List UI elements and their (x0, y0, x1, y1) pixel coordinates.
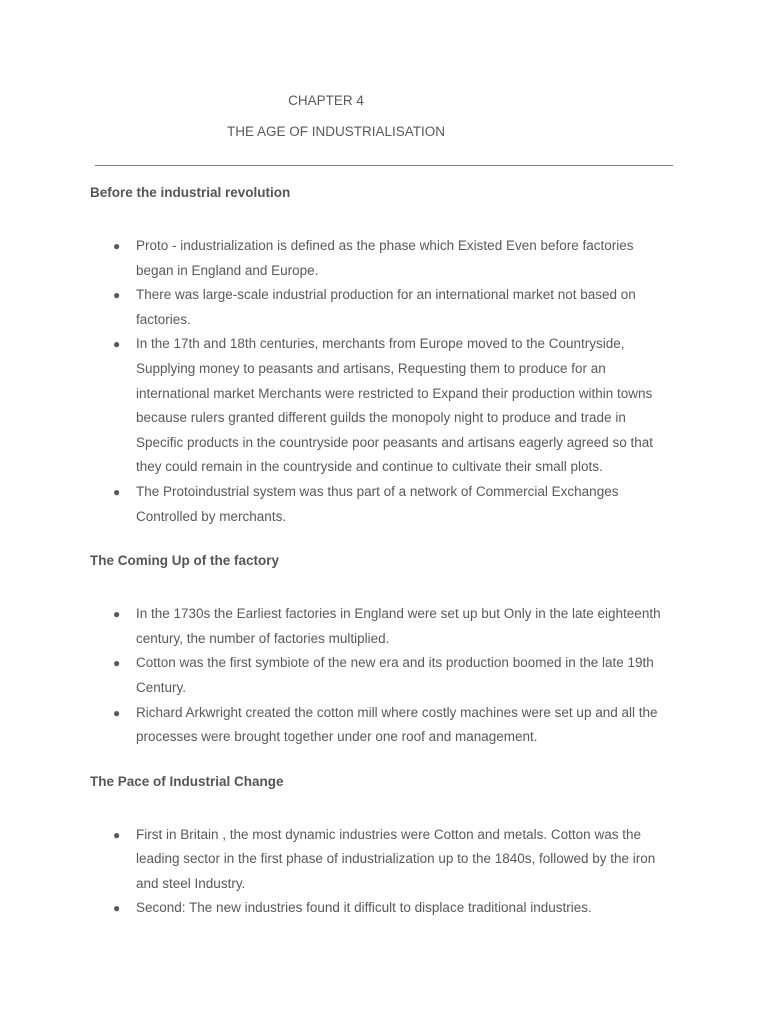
document-body (90, 184, 680, 944)
horizontal-rule (95, 165, 673, 166)
bullet-list (90, 234, 680, 529)
section-heading: The Coming Up of the factory (90, 553, 279, 569)
bullet-icon: ● (113, 239, 121, 253)
section-heading: Before the industrial revolution (90, 185, 291, 200)
bullet-icon: ● (113, 901, 121, 916)
section-before-industrial-revolution (90, 184, 680, 529)
bullet-line: began in England and Europe. (136, 262, 319, 278)
list-item (90, 283, 680, 332)
list-item (90, 602, 680, 651)
section-heading: The Pace of Industrial Change (90, 773, 284, 789)
list-item (90, 332, 680, 480)
bullet-icon: ● (113, 656, 121, 671)
bullet-line: and steel Industry. (136, 875, 246, 891)
bullet-line: In the 1730s the Earliest factories in England were set up but Only in the late eighteenth (136, 606, 661, 622)
bullet-line: Century. (136, 679, 187, 695)
list-item (90, 234, 680, 283)
bullet-line: Controlled by merchants. (136, 508, 287, 524)
bullet-line: because rulers granted different guilds the monopoly night to produce and trade in (136, 410, 626, 426)
list-item (90, 896, 680, 921)
section-pace-of-industrial-change (90, 773, 680, 921)
bullet-icon: ● (113, 484, 121, 499)
chapter-label: CHAPTER 4 (288, 93, 364, 108)
bullet-line: factories. (136, 311, 191, 327)
list-item (90, 701, 680, 750)
section-coming-up-of-factory (90, 552, 680, 750)
bullet-icon: ● (113, 607, 121, 622)
bullet-line: Proto - industrialization is defined as the phase which Existed Even before factories (136, 238, 634, 253)
bullet-line: they could remain in the countryside and continue to cultivate their small plots. (136, 459, 603, 475)
bullet-line: Richard Arkwright created the cotton mill where costly machines were set up and all the (136, 704, 658, 720)
bullet-line: century, the number of factories multiplied. (136, 630, 390, 646)
bullet-line: In the 17th and 18th centuries, merchants from Europe moved to the Countryside, (136, 336, 625, 352)
list-item (90, 480, 680, 529)
bullet-line: First in Britain , the most dynamic industries were Cotton and metals. Cotton was the (136, 826, 641, 842)
list-item (90, 823, 680, 897)
bullet-icon: ● (113, 337, 121, 352)
bullet-line: There was large-scale industrial production for an international market not based on (136, 287, 636, 303)
bullet-list (90, 823, 680, 921)
list-item (90, 651, 680, 700)
bullet-line: Specific products in the countryside poor peasants and artisans eagerly agreed so that (136, 434, 654, 450)
chapter-title: THE AGE OF INDUSTRIALISATION (226, 124, 446, 139)
bullet-list (90, 602, 680, 750)
bullet-line: Supplying money to peasants and artisans, Requesting them to produce for an (136, 360, 606, 376)
bullet-line: processes were brought together under one roof and management. (136, 729, 538, 745)
bullet-line: international market Merchants were restricted to Expand their production within towns (136, 385, 653, 401)
bullet-line: Second: The new industries found it difficult to displace traditional industries. (136, 900, 592, 916)
bullet-line: leading sector in the first phase of industrialization up to the 1840s, followed by the iron (136, 851, 656, 867)
bullet-icon: ● (113, 705, 121, 720)
bullet-icon: ● (113, 827, 121, 842)
bullet-icon: ● (113, 288, 121, 303)
bullet-line: The Protoindustrial system was thus part of a network of Commercial Exchanges (136, 483, 619, 499)
bullet-line: Cotton was the first symbiote of the new era and its production boomed in the late 19th (136, 655, 654, 671)
